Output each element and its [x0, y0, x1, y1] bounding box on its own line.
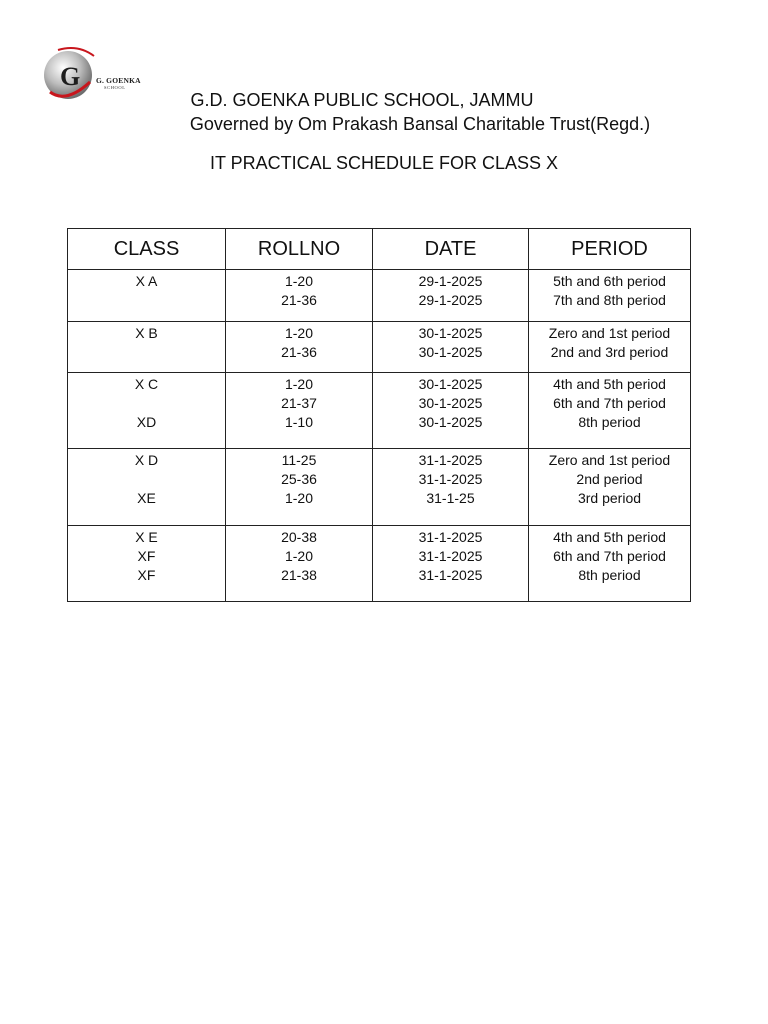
period-value: 8th period — [578, 567, 641, 583]
date-value: 30-1-2025 — [418, 414, 483, 430]
class-value: XE — [137, 490, 156, 506]
class-cell — [68, 449, 226, 526]
rollno-cell — [226, 322, 373, 373]
period-cell — [529, 526, 691, 602]
class-value — [68, 394, 225, 413]
logo-subtext: SCHOOL — [104, 85, 126, 90]
period-cell — [529, 322, 691, 373]
svg-text:G: G — [60, 62, 81, 91]
period-cell — [529, 373, 691, 449]
period-value: 5th and 6th period — [553, 273, 666, 289]
date-value: 31-1-2025 — [418, 548, 483, 564]
table-row — [68, 322, 691, 373]
class-value: X E — [135, 529, 158, 545]
table-row — [68, 526, 691, 602]
rollno-value: 1-20 — [284, 376, 314, 392]
period-value: 6th and 7th period — [553, 548, 666, 564]
rollno-value: 1-20 — [284, 490, 314, 506]
period-value: 7th and 8th period — [553, 292, 666, 308]
header-date: DATE — [373, 229, 529, 270]
date-value: 31-1-2025 — [418, 567, 483, 583]
class-cell — [68, 322, 226, 373]
table-row — [68, 373, 691, 449]
rollno-cell — [226, 449, 373, 526]
date-cell — [373, 322, 529, 373]
date-value: 30-1-2025 — [418, 395, 483, 411]
date-value: 29-1-2025 — [418, 292, 483, 308]
class-value: X A — [135, 273, 158, 289]
rollno-value: 1-20 — [284, 325, 314, 341]
period-value: 3rd period — [577, 490, 642, 506]
rollno-value: 1-10 — [284, 414, 314, 430]
rollno-cell — [226, 526, 373, 602]
rollno-value: 21-36 — [281, 344, 317, 360]
date-value: 31-1-2025 — [418, 529, 483, 545]
rollno-cell — [226, 270, 373, 322]
rollno-value: 1-20 — [284, 548, 314, 564]
trust-line: Governed by Om Prakash Bansal Charitable Trust(Regd.) — [189, 114, 651, 134]
date-value: 31-1-25 — [426, 490, 475, 506]
rollno-cell — [226, 373, 373, 449]
header-class: CLASS — [68, 229, 226, 270]
class-value: X D — [134, 452, 159, 468]
date-value: 29-1-2025 — [418, 273, 483, 289]
period-value: 8th period — [578, 414, 641, 430]
rollno-value: 25-36 — [281, 471, 317, 487]
rollno-value: 21-36 — [281, 292, 317, 308]
class-value: XD — [136, 414, 157, 430]
date-value: 30-1-2025 — [418, 325, 483, 341]
date-cell — [373, 373, 529, 449]
class-value: X B — [135, 325, 158, 341]
class-cell — [68, 373, 226, 449]
date-cell — [373, 449, 529, 526]
table-header-row — [68, 229, 691, 270]
class-value — [68, 470, 225, 489]
date-value: 30-1-2025 — [418, 376, 483, 392]
rollno-value: 21-38 — [281, 567, 317, 583]
class-value: XF — [137, 567, 156, 583]
date-value: 31-1-2025 — [418, 452, 483, 468]
class-value — [68, 343, 225, 362]
class-cell — [68, 270, 226, 322]
period-cell — [529, 449, 691, 526]
table-row — [68, 449, 691, 526]
header-rollno: ROLLNO — [226, 229, 373, 270]
period-value: Zero and 1st period — [548, 452, 671, 468]
period-value: 2nd and 3rd period — [550, 344, 669, 360]
schedule-title: IT PRACTICAL SCHEDULE FOR CLASS X — [209, 153, 559, 173]
date-value: 31-1-2025 — [418, 471, 483, 487]
class-cell — [68, 526, 226, 602]
class-value: XF — [137, 548, 156, 564]
date-value: 30-1-2025 — [418, 344, 483, 360]
period-value: 4th and 5th period — [553, 529, 666, 545]
period-value: 6th and 7th period — [553, 395, 666, 411]
class-value — [68, 291, 225, 310]
period-value: 2nd period — [576, 471, 643, 487]
period-cell — [529, 270, 691, 322]
rollno-value: 20-38 — [281, 529, 317, 545]
school-name: G.D. GOENKA PUBLIC SCHOOL, JAMMU — [190, 90, 534, 110]
header-period: PERIOD — [529, 229, 691, 270]
rollno-value: 21-37 — [281, 395, 317, 411]
date-cell — [373, 270, 529, 322]
rollno-value: 1-20 — [284, 273, 314, 289]
date-cell — [373, 526, 529, 602]
period-value: 4th and 5th period — [553, 376, 666, 392]
logo-text: G. GOENKA — [96, 76, 141, 85]
practical-schedule-table — [67, 228, 691, 602]
table-row — [68, 270, 691, 322]
rollno-value: 11-25 — [281, 452, 317, 468]
class-value: X C — [134, 376, 159, 392]
period-value: Zero and 1st period — [548, 325, 671, 341]
